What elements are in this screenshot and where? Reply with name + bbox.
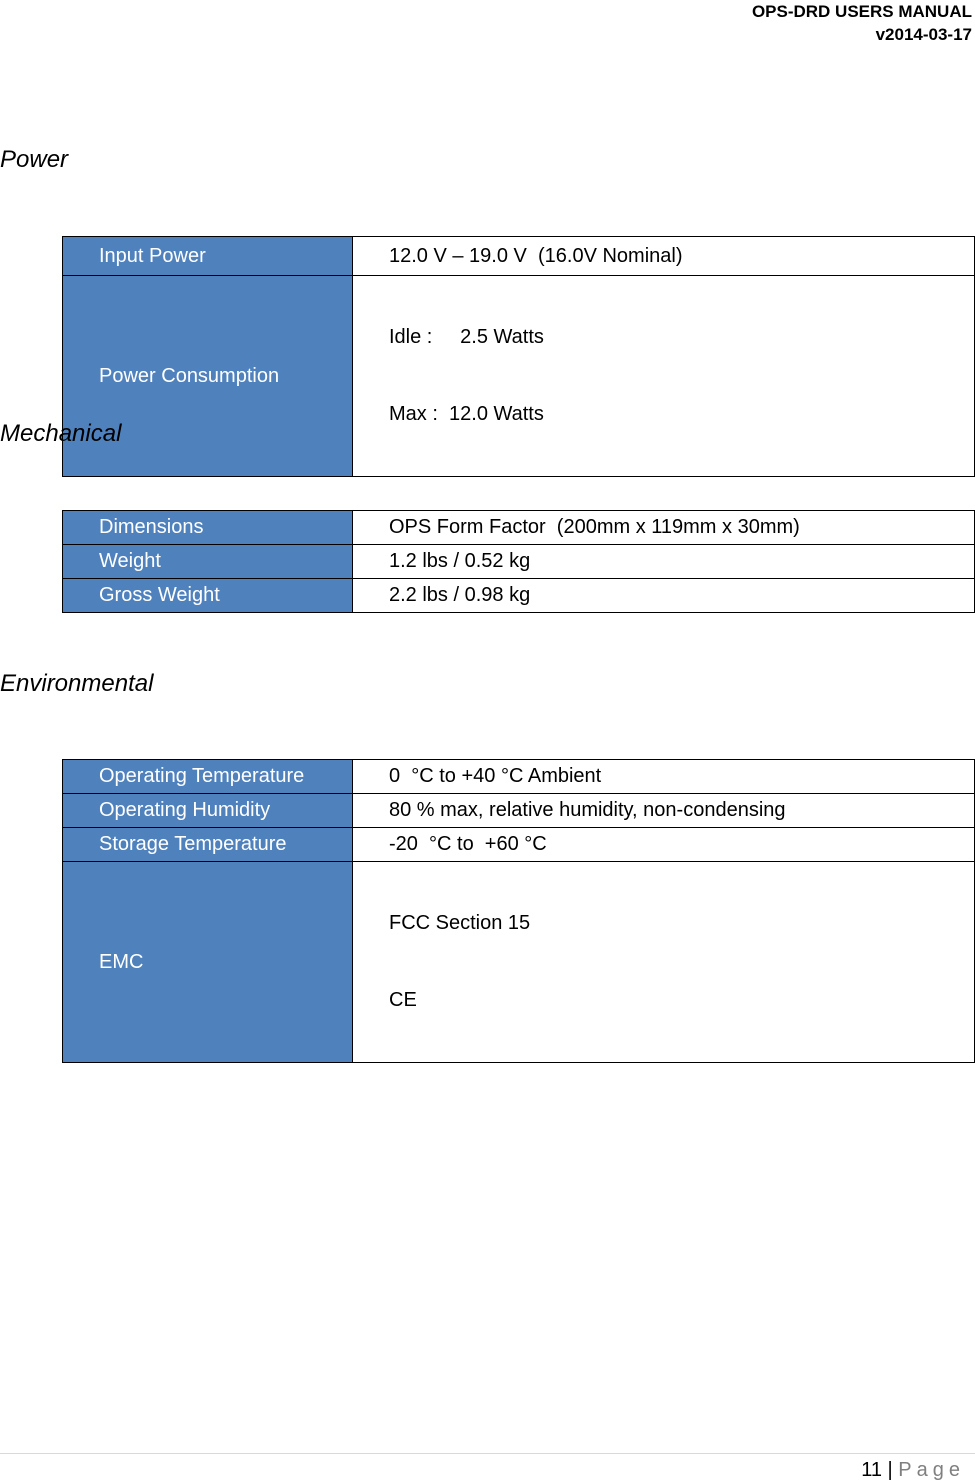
spec-value-line: Idle : 2.5 Watts [389,326,544,348]
spec-value-line: CE [389,989,417,1011]
section-title-environmental: Environmental [0,670,154,697]
mechanical-table [62,510,975,613]
spec-value [353,276,975,477]
spec-key: Gross Weight [63,579,353,613]
spec-value: 12.0 V – 19.0 V (16.0V Nominal) [353,237,975,276]
document-version: v2014-03-17 [875,25,972,44]
section-title-mechanical: Mechanical [0,420,122,447]
document-title: OPS-DRD USERS MANUAL [751,2,972,21]
table-row [63,794,975,828]
spec-value-line: Max : 12.0 Watts [389,403,544,425]
table-row [63,828,975,862]
page-footer [861,1458,965,1482]
table-row [63,760,975,794]
spec-key: Weight [63,545,353,579]
spec-value: -20 °C to +60 °C [353,828,975,862]
spec-value: 1.2 lbs / 0.52 kg [353,545,975,579]
table-row [63,237,975,276]
spec-value [353,862,975,1063]
spec-value-line: FCC Section 15 [389,912,531,934]
page-label: Page [898,1459,965,1481]
table-row [63,545,975,579]
spec-key: Operating Temperature [63,760,353,794]
spec-key: Dimensions [63,511,353,545]
spec-key: Operating Humidity [63,794,353,828]
table-row [63,511,975,545]
table-row [63,862,975,1063]
power-table [62,236,975,477]
page-separator: | [887,1459,893,1481]
spec-key: Power Consumption [63,276,353,477]
spec-key: Storage Temperature [63,828,353,862]
spec-key: Input Power [63,237,353,276]
spec-value: OPS Form Factor (200mm x 119mm x 30mm) [353,511,975,545]
page-number: 11 [861,1459,882,1481]
environmental-table [62,759,975,1063]
spec-value: 80 % max, relative humidity, non-condensing [353,794,975,828]
spec-key: EMC [63,862,353,1063]
footer-divider [0,1453,975,1454]
section-title-power: Power [0,146,69,173]
table-row [63,579,975,613]
table-row [63,276,975,477]
spec-value: 0 °C to +40 °C Ambient [353,760,975,794]
spec-value: 2.2 lbs / 0.98 kg [353,579,975,613]
